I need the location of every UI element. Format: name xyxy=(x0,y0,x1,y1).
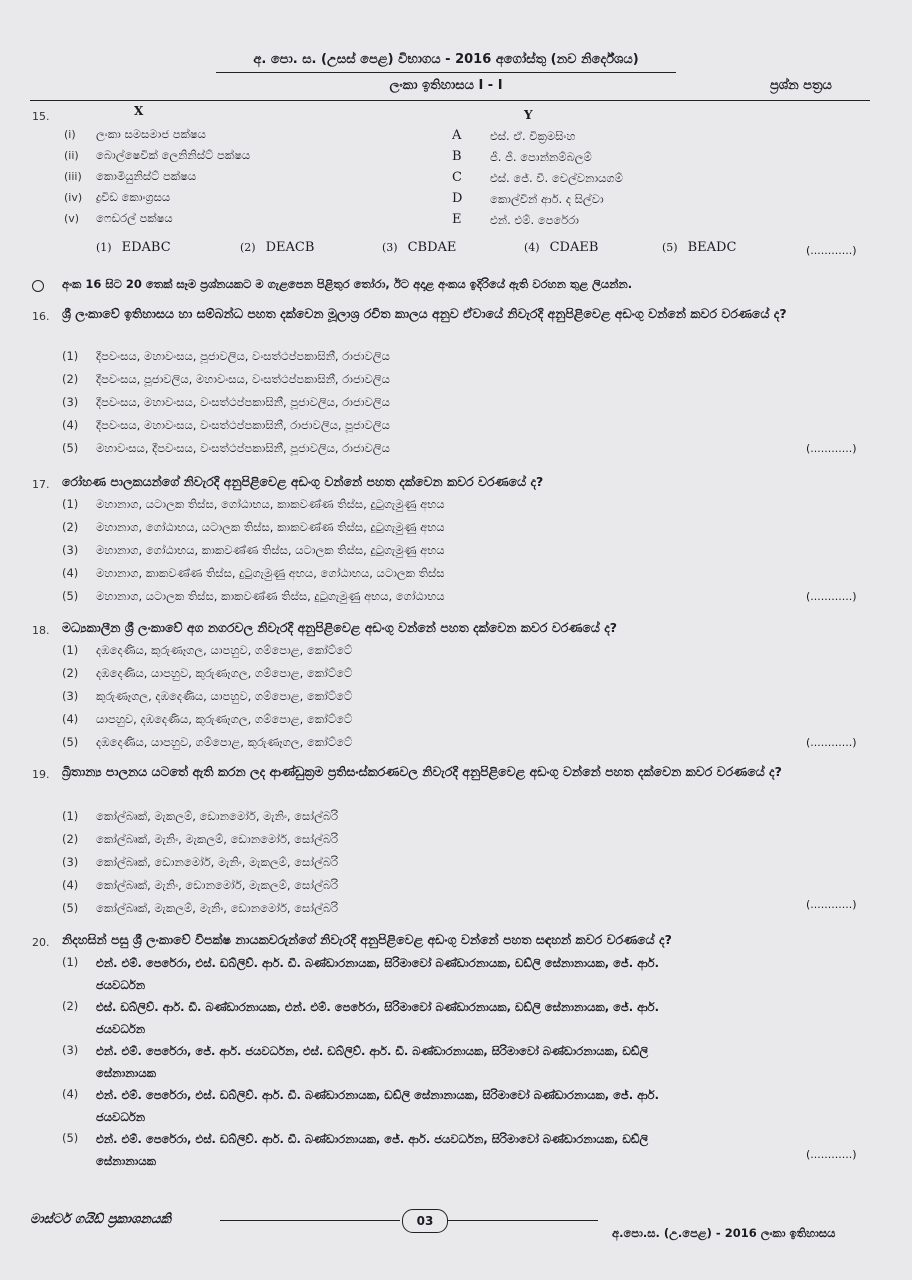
footer-divider xyxy=(448,1220,598,1221)
question-text-18: මධ්‍යකාලීන ශ්‍රී ලංකාවේ අග නගරවල නිවැරදි අනුපිළිවෙළ අඩංගු වන්නේ පහත දක්වෙන කවර වරණයේ ද? xyxy=(62,620,618,635)
option-number: (3) xyxy=(62,395,79,409)
option-text: දීපවංසය, මහාවංසය, වංසත්ථප්පකාසිනී, පූජාවලිය, රාජාවලිය xyxy=(96,395,390,409)
y-item-letter: A xyxy=(452,128,462,143)
instruction-text: අංක 16 සිට 20 තෙක් සෑම ප්‍රශ්නයකට ම ගැළපෙන පිළිතුර තෝරා, ඊට අදාළ අංකය ඉදිරියේ ඇති වරහන තුළ ලියන්න. xyxy=(62,277,633,291)
instruction-bullet-icon xyxy=(32,280,44,292)
q18-option-2[interactable] xyxy=(62,663,862,683)
option-line: එන්. එම්. පෙරේරා, එස්. ඩබ්ලිව්. ආර්. ඩී. බණ්ඩාරනායක, සිරිමාවෝ බණ්ඩාරනායක, ඩඩ්ලි සේනානායක, ජේ. ආර්. xyxy=(96,956,659,970)
option-text xyxy=(96,952,876,996)
option-text: DEACB xyxy=(265,240,315,255)
option-number: (1) xyxy=(62,643,79,657)
option-text: යාපහුව, දඹදෙණිය, කුරුණෑගල, ගම්පොළ, කෝට්ටේ xyxy=(96,712,353,726)
option-text: BEADC xyxy=(687,240,737,255)
option-text xyxy=(96,996,876,1040)
option-line: සේනානායක xyxy=(96,1066,156,1080)
option-number: (3) xyxy=(382,241,398,254)
x-item-text: ලංකා සමසමාජ පක්ෂය xyxy=(96,127,206,141)
option-number: (2) xyxy=(62,372,79,386)
q17-answer-blank[interactable]: (............) xyxy=(806,590,857,603)
x-item-number: (iii) xyxy=(64,170,82,183)
q16-answer-blank[interactable]: (............) xyxy=(806,442,857,455)
option-text: දඹදෙණිය, යාපහුව, ගම්පොළ, කුරුණෑගල, කෝට්ටේ xyxy=(96,735,353,749)
q17-option-5[interactable] xyxy=(62,586,862,606)
question-text-16: ශ්‍රී ලංකාවේ ඉතිහාසය හා සම්බන්ධ පහත දක්වෙන මූලාශ්‍ර රචිත කාලය අනුව ඒවායේ නිවැරදි අනුපිළිවෙළ අඩංගු වන්නේ කවර වරණයේ ද? xyxy=(62,306,787,321)
option-text: මහානාග, යටාලක තිස්ස, ගෝඨාභය, කාකවණ්ණ තිස්ස, දුටුගැමුණු අභය xyxy=(96,497,445,511)
exam-title: අ. පො. ස. (උසස් පෙළ) විභාගය - 2016 අගෝස්තු (නව නිර්දේශය) xyxy=(253,52,639,67)
y-item-letter: C xyxy=(452,170,462,185)
option-number: (5) xyxy=(62,441,79,455)
option-number: (4) xyxy=(62,1087,79,1101)
footer-divider xyxy=(220,1220,400,1221)
option-number: (4) xyxy=(62,418,79,432)
header-rule xyxy=(30,100,870,101)
option-number: (4) xyxy=(524,241,540,254)
option-text xyxy=(96,1040,876,1084)
q19-option-4[interactable] xyxy=(62,875,862,895)
q15-option-4[interactable] xyxy=(524,240,598,255)
option-number: (1) xyxy=(62,955,79,969)
y-item-text: ජී. ජී. පොන්නම්බලම් xyxy=(490,150,592,164)
y-item-text: එන්. එම්. පෙරේරා xyxy=(490,213,579,227)
subject-title: ලංකා ඉතිහාසය I - I xyxy=(389,78,503,93)
option-text: මහානාග, කාකවණ්ණ තිස්ස, දුටුගැමුණු අභය, ගෝඨාභය, යටාලක තිස්ස xyxy=(96,566,445,580)
option-number: (4) xyxy=(62,712,79,726)
q15-option-2[interactable] xyxy=(240,240,314,255)
x-item-number: (v) xyxy=(64,212,80,225)
option-number: (4) xyxy=(62,566,79,580)
question-number-20: 20. xyxy=(32,936,50,949)
q18-option-5[interactable] xyxy=(62,732,862,752)
option-number: (2) xyxy=(62,666,79,680)
q17-option-1[interactable] xyxy=(62,494,862,514)
q20-option-1[interactable] xyxy=(62,952,862,996)
q20-answer-blank[interactable]: (............) xyxy=(806,1148,857,1161)
option-text xyxy=(96,1128,876,1172)
option-text: දඹදෙණිය, යාපහුව, කුරුණෑගල, ගම්පොළ, කෝට්ටේ xyxy=(96,666,353,680)
option-line: එන්. එම්. පෙරේරා, එස්. ඩබ්ලිව්. ආර්. ඩී. බණ්ඩාරනායක, ජේ. ආර්. ජයවර්ධන, සිරිමාවෝ බණ්ඩාරනායක, ඩඩ්ලි xyxy=(96,1132,649,1146)
option-text: මහානාග, ගෝඨාභය, යටාලක තිස්ස, කාකවණ්ණ තිස්ස, දුටුගැමුණු අභය xyxy=(96,520,445,534)
q17-option-2[interactable] xyxy=(62,517,862,537)
option-text: CDAEB xyxy=(549,240,599,255)
q20-option-5[interactable] xyxy=(62,1128,862,1172)
q17-option-4[interactable] xyxy=(62,563,862,583)
question-text-17: රෝහණ පාලකයන්ගේ නිවැරදි අනුපිළිවෙළ අඩංගු වන්නේ පහත දක්වෙන කවර වරණයේ ද? xyxy=(62,474,544,489)
question-number-17: 17. xyxy=(32,478,50,491)
q20-option-3[interactable] xyxy=(62,1040,862,1084)
option-line: ජයවර්ධන xyxy=(96,978,146,992)
question-number-15: 15. xyxy=(32,110,50,123)
option-text: මහානාග, යටාලක තිස්ස, කාකවණ්ණ තිස්ස, දුටුගැමුණු අභය, ගෝඨාභය xyxy=(96,589,445,603)
y-item-letter: E xyxy=(452,212,462,227)
option-text: කෝල්බෘක්, මැනිං, ඩොනමෝර්, මැකලම්, සෝල්බරි xyxy=(96,878,339,892)
option-number: (3) xyxy=(62,543,79,557)
option-text: දීපවංසය, මහාවංසය, වංසත්ථප්පකාසිනී, රාජාවලිය, පූජාවලිය xyxy=(96,418,390,432)
option-text: දඹදෙණිය, කුරුණෑගල, යාපහුව, ගම්පොළ, කෝට්ටේ xyxy=(96,643,353,657)
option-line: එන්. එම්. පෙරේරා, එස්. ඩබ්ලිව්. ආර්. ඩී. බණ්ඩාරනායක, ඩඩ්ලි සේනානායක, සිරිමාවෝ බණ්ඩාරනායක, ජේ. ආර්. xyxy=(96,1088,659,1102)
x-item-text: කොමියුනිස්ට් පක්ෂය xyxy=(96,169,197,183)
option-line: එන්. එම්. පෙරේරා, ජේ. ආර්. ජයවර්ධන, එස්. ඩබ්ලිව්. ආර්. ඩී. බණ්ඩාරනායක, සිරිමාවෝ බණ්ඩාරනායක, ඩඩ්ලි xyxy=(96,1044,649,1058)
option-text: කෝල්බෘක්, මැකලම්, මැනිං, ඩොනමෝර්, සෝල්බරි xyxy=(96,901,339,915)
x-item-text: ෆෙඩරල් පක්ෂය xyxy=(96,211,173,225)
x-item-number: (ii) xyxy=(64,149,79,162)
q19-answer-blank[interactable]: (............) xyxy=(806,898,857,911)
q16-option-3[interactable] xyxy=(62,392,862,412)
question-number-19: 19. xyxy=(32,768,50,781)
x-item-text: ද්‍රවිඩ කොංග්‍රසය xyxy=(96,190,171,204)
question-number-16: 16. xyxy=(32,310,50,323)
option-number: (1) xyxy=(62,809,79,823)
option-number: (1) xyxy=(96,241,112,254)
option-number: (2) xyxy=(62,832,79,846)
option-text: මහාවංසය, දීපවංසය, වංසත්ථප්පකාසිනී, පූජාවලිය, රාජාවලිය xyxy=(96,441,390,455)
q18-option-3[interactable] xyxy=(62,686,862,706)
q20-option-4[interactable] xyxy=(62,1084,862,1128)
option-text: කුරුණෑගල, දඹදෙණිය, යාපහුව, ගම්පොළ, කෝට්ටේ xyxy=(96,689,353,703)
question-text-20: නිදහසින් පසු ශ්‍රී ලංකාවේ විපක්ෂ නායකවරුන්ගේ නිවැරදි අනුපිළිවෙළ අඩංගු වන්නේ පහත සඳහන් කවර වරණයේ ද? xyxy=(62,932,672,947)
y-item-text: එස්. ජේ. වී. චෙල්වනායගම් xyxy=(490,171,623,185)
q18-option-1[interactable] xyxy=(62,640,862,660)
option-number: (5) xyxy=(62,1131,79,1145)
option-text: කෝල්බෘක්, මැනිං, මැකලම්, ඩොනමෝර්, සෝල්බරි xyxy=(96,832,339,846)
q17-option-3[interactable] xyxy=(62,540,862,560)
x-item-number: (iv) xyxy=(64,191,83,204)
option-text: දීපවංසය, මහාවංසය, පූජාවලිය, වංසත්ථප්පකාසිනී, රාජාවලිය xyxy=(96,349,390,363)
page-number: 03 xyxy=(402,1209,448,1233)
q15-option-5[interactable] xyxy=(662,240,736,255)
option-text: CBDAE xyxy=(407,240,457,255)
paper-type: ප්‍රශ්න පත්‍රය xyxy=(770,78,832,93)
option-text: මහානාග, ගෝඨාභය, කාකවණ්ණ තිස්ස, යටාලක තිස්ස, දුටුගැමුණු අභය xyxy=(96,543,445,557)
option-number: (3) xyxy=(62,1043,79,1057)
x-item-text: බොල්ෂෙවික් ලෙනිනිස්ට් පක්ෂය xyxy=(96,148,251,162)
header-divider xyxy=(216,72,676,73)
q16-option-4[interactable] xyxy=(62,415,862,435)
option-number: (5) xyxy=(62,735,79,749)
option-text: කෝල්බෘක්, මැකලම්, ඩොනමෝර්, මැනිං, සෝල්බරි xyxy=(96,809,339,823)
column-y-heading: Y xyxy=(524,108,533,122)
option-text: දීපවංසය, පූජාවලිය, මහාවංසය, වංසත්ථප්පකාසිනී, රාජාවලිය xyxy=(96,372,390,386)
option-line: ජයවර්ධන xyxy=(96,1110,146,1124)
option-text: EDABC xyxy=(121,240,171,255)
option-text: කෝල්බෘක්, ඩොනමෝර්, මැනිං, මැකලම්, සෝල්බරි xyxy=(96,855,339,869)
publisher-name: මාස්ටර් ගයිඩ් ප්‍රකාශනයකි xyxy=(30,1212,171,1227)
option-line: ජයවර්ධන xyxy=(96,1022,146,1036)
option-number: (5) xyxy=(62,901,79,915)
q16-option-5[interactable] xyxy=(62,438,862,458)
q19-option-3[interactable] xyxy=(62,852,862,872)
option-number: (1) xyxy=(62,497,79,511)
q19-option-2[interactable] xyxy=(62,829,862,849)
q20-option-2[interactable] xyxy=(62,996,862,1040)
option-number: (3) xyxy=(62,855,79,869)
option-line: සේනානායක xyxy=(96,1154,156,1168)
option-number: (2) xyxy=(62,520,79,534)
x-item-number: (i) xyxy=(64,128,76,141)
option-number: (2) xyxy=(62,999,79,1013)
y-item-text: කොල්වින් ආර්. ද සිල්වා xyxy=(490,192,604,206)
q18-answer-blank[interactable]: (............) xyxy=(806,736,857,749)
question-number-18: 18. xyxy=(32,624,50,637)
y-item-letter: D xyxy=(452,191,463,206)
q15-option-3[interactable] xyxy=(382,240,456,255)
q19-option-1[interactable] xyxy=(62,806,862,826)
option-text xyxy=(96,1084,876,1128)
q16-option-1[interactable] xyxy=(62,346,862,366)
q15-answer-blank[interactable]: (............) xyxy=(806,244,857,257)
y-item-letter: B xyxy=(452,149,462,164)
y-item-text: එස්. ඒ. වික්‍රමසිංහ xyxy=(490,129,576,143)
option-number: (5) xyxy=(662,241,678,254)
option-number: (2) xyxy=(240,241,256,254)
question-text-19: බ්‍රිතාන්‍ය පාලනය යටතේ ඇති කරන ලද ආණ්ඩුක්‍රම ප්‍රතිසංස්කරණවල නිවැරදි අනුපිළිවෙළ අඩංගු වන්නේ පහත දක්වෙන කවර වරණයේ ද? xyxy=(62,764,782,779)
option-line: එස්. ඩබ්ලිව්. ආර්. ඩී. බණ්ඩාරනායක, එන්. එම්. පෙරේරා, සිරිමාවෝ බණ්ඩාරනායක, ඩඩ්ලි සේනානායක, ජේ. ආර්. xyxy=(96,1000,659,1014)
q19-option-5[interactable] xyxy=(62,898,862,918)
q16-option-2[interactable] xyxy=(62,369,862,389)
q18-option-4[interactable] xyxy=(62,709,862,729)
option-number: (3) xyxy=(62,689,79,703)
footer-exam-label: අ.පො.ස. (උ.පෙළ) - 2016 ලංකා ඉතිහාසය xyxy=(612,1226,836,1240)
column-x-heading: X xyxy=(134,104,144,118)
option-number: (1) xyxy=(62,349,79,363)
option-number: (4) xyxy=(62,878,79,892)
option-number: (5) xyxy=(62,589,79,603)
q15-option-1[interactable] xyxy=(96,240,171,255)
